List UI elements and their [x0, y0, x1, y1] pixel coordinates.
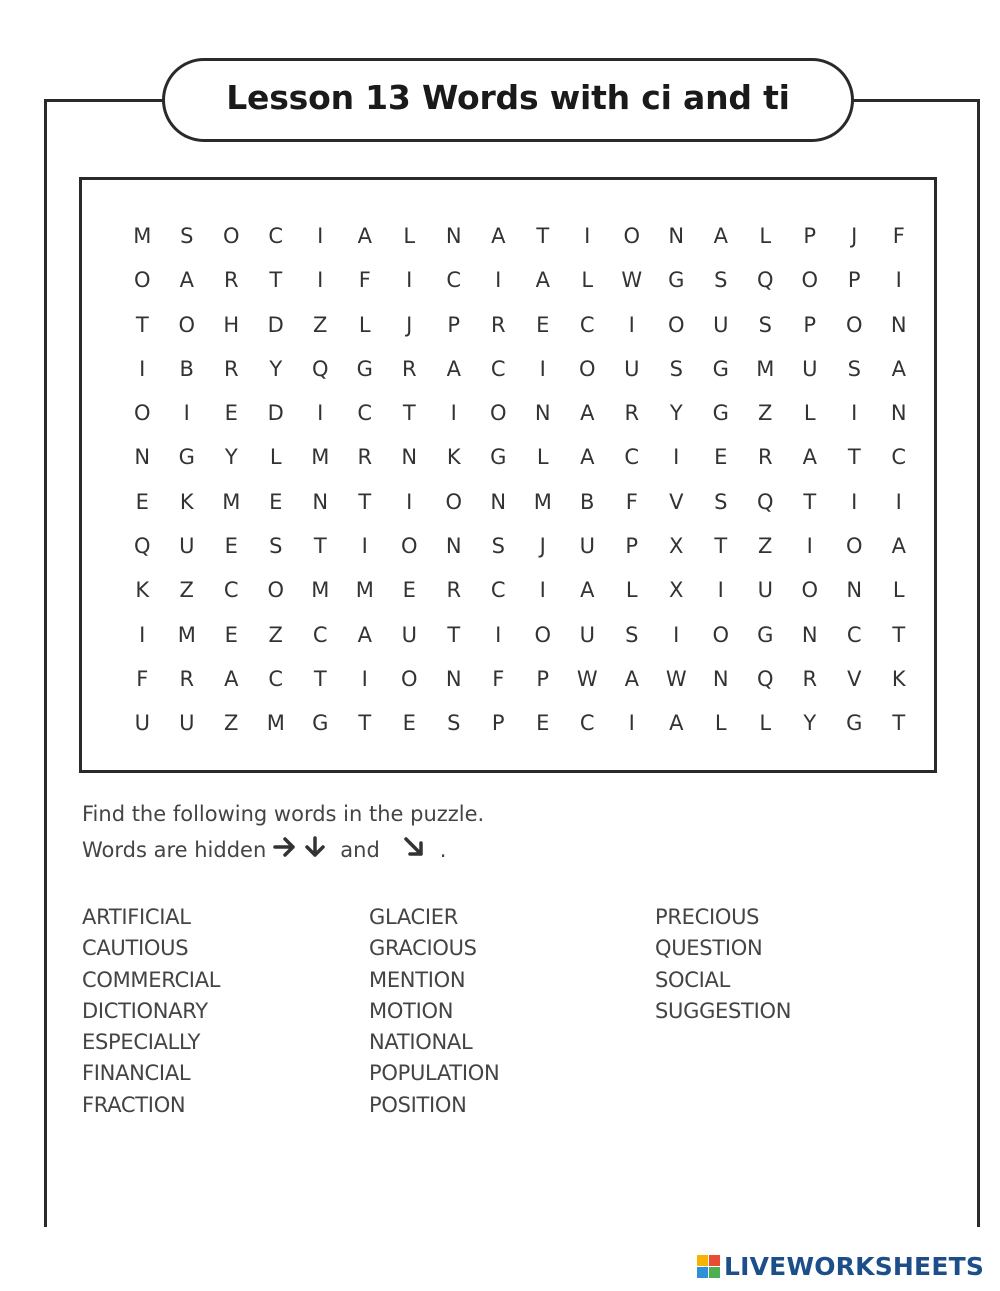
grid-letter[interactable]: R: [757, 445, 773, 470]
grid-letter[interactable]: N: [668, 224, 685, 248]
grid-letter[interactable]: M: [266, 711, 285, 736]
arrow-down-icon: [304, 835, 326, 864]
grid-letter[interactable]: S: [847, 356, 861, 381]
grid-letter[interactable]: S: [447, 711, 461, 736]
grid-letter[interactable]: I: [183, 401, 190, 426]
grid-letter[interactable]: A: [580, 578, 595, 603]
grid-letter[interactable]: Z: [224, 711, 239, 736]
grid-letter[interactable]: E: [714, 445, 728, 470]
grid-letter[interactable]: U: [179, 711, 195, 736]
word-list-item: NATIONAL: [369, 1030, 473, 1055]
grid-letter[interactable]: I: [495, 622, 502, 647]
grid-letter[interactable]: D: [267, 401, 284, 426]
grid-letter[interactable]: N: [490, 489, 507, 514]
grid-letter[interactable]: I: [851, 489, 858, 514]
grid-letter[interactable]: R: [223, 268, 239, 293]
grid-letter[interactable]: E: [402, 711, 416, 736]
grid-letter[interactable]: P: [847, 268, 861, 293]
grid-letter[interactable]: F: [625, 489, 638, 514]
grid-letter[interactable]: X: [669, 578, 684, 603]
grid-letter[interactable]: C: [891, 445, 907, 470]
grid-letter[interactable]: I: [628, 711, 635, 736]
grid-letter[interactable]: E: [269, 489, 283, 514]
letter-grid: [120, 214, 921, 746]
grid-letter[interactable]: R: [802, 666, 818, 691]
grid-letter[interactable]: C: [846, 622, 862, 647]
grid-letter[interactable]: R: [401, 356, 417, 381]
grid-letter[interactable]: O: [267, 578, 285, 603]
grid-letter[interactable]: U: [134, 711, 150, 736]
grid-letter[interactable]: I: [450, 401, 457, 426]
word-list-item: GLACIER: [369, 905, 459, 929]
grid-letter[interactable]: N: [846, 578, 863, 603]
word-list-item: QUESTION: [655, 936, 763, 961]
grid-letter[interactable]: J: [539, 534, 546, 559]
grid-letter[interactable]: J: [851, 224, 858, 248]
grid-letter[interactable]: C: [490, 578, 506, 603]
grid-letter[interactable]: T: [714, 534, 728, 559]
grid-letter[interactable]: T: [313, 666, 327, 691]
grid-letter[interactable]: I: [851, 401, 858, 426]
grid-letter[interactable]: U: [757, 578, 773, 603]
grid-letter[interactable]: A: [491, 224, 506, 248]
grid-letter[interactable]: P: [447, 312, 461, 337]
grid-letter[interactable]: C: [268, 224, 284, 248]
grid-letter[interactable]: M: [222, 489, 241, 514]
grid-letter[interactable]: R: [490, 312, 506, 337]
grid-letter[interactable]: N: [801, 622, 818, 647]
grid-letter[interactable]: Q: [133, 534, 151, 559]
grid-letter[interactable]: A: [669, 711, 684, 736]
grid-letter[interactable]: T: [447, 622, 461, 647]
grid-letter[interactable]: I: [139, 356, 146, 381]
grid-letter[interactable]: R: [223, 356, 239, 381]
instruction-prefix: Words are hidden: [82, 837, 267, 862]
grid-letter[interactable]: T: [803, 489, 817, 514]
grid-letter[interactable]: O: [712, 622, 730, 647]
word-list-item: MOTION: [369, 998, 454, 1023]
grid-letter[interactable]: O: [133, 268, 151, 293]
grid-letter[interactable]: O: [801, 578, 819, 603]
grid-letter[interactable]: S: [758, 312, 772, 337]
grid-letter[interactable]: T: [135, 312, 149, 337]
grid-letter[interactable]: N: [445, 534, 462, 559]
grid-letter[interactable]: T: [892, 711, 906, 736]
grid-letter[interactable]: U: [401, 622, 417, 647]
grid-letter[interactable]: O: [222, 224, 240, 248]
grid-letter[interactable]: P: [536, 666, 550, 691]
grid-letter[interactable]: O: [845, 534, 863, 559]
grid-letter[interactable]: D: [267, 312, 284, 337]
grid-letter[interactable]: M: [311, 578, 330, 603]
grid-letter[interactable]: I: [673, 622, 680, 647]
grid-letter[interactable]: V: [669, 489, 684, 514]
grid-letter[interactable]: C: [624, 445, 640, 470]
grid-letter[interactable]: C: [490, 356, 506, 381]
grid-letter[interactable]: U: [802, 356, 818, 381]
grid-letter[interactable]: O: [400, 534, 418, 559]
grid-letter[interactable]: I: [628, 312, 635, 337]
grid-letter[interactable]: A: [891, 356, 906, 381]
arrow-down-right-icon: [402, 835, 426, 864]
grid-letter[interactable]: O: [623, 224, 641, 248]
grid-letter[interactable]: N: [312, 489, 329, 514]
grid-letter[interactable]: C: [579, 711, 595, 736]
grid-letter[interactable]: I: [317, 268, 324, 293]
word-list-column-1: [82, 902, 220, 1121]
grid-letter[interactable]: S: [714, 489, 728, 514]
grid-letter[interactable]: Y: [803, 711, 817, 736]
grid-letter[interactable]: C: [312, 622, 328, 647]
title-banner: [162, 58, 854, 142]
word-list-item: CAUTIOUS: [82, 936, 189, 961]
frame-line-left: [44, 99, 47, 1227]
grid-letter[interactable]: I: [539, 356, 546, 381]
word-list-item: SOCIAL: [655, 967, 730, 992]
grid-letter[interactable]: I: [317, 401, 324, 426]
grid-letter[interactable]: N: [534, 401, 551, 426]
grid-letter[interactable]: O: [133, 401, 151, 426]
grid-letter[interactable]: A: [580, 445, 595, 470]
grid-letter[interactable]: G: [757, 622, 774, 647]
grid-letter[interactable]: O: [178, 312, 196, 337]
grid-letter[interactable]: K: [446, 445, 461, 470]
grid-letter[interactable]: I: [361, 534, 368, 559]
grid-letter[interactable]: I: [139, 622, 146, 647]
grid-letter[interactable]: L: [803, 401, 816, 426]
grid-letter[interactable]: X: [669, 534, 684, 559]
grid-letter[interactable]: O: [578, 356, 596, 381]
grid-letter[interactable]: E: [536, 711, 550, 736]
grid-letter[interactable]: M: [756, 356, 775, 381]
grid-letter[interactable]: L: [714, 711, 727, 736]
brand-name: LIVEWORKSHEETS: [724, 1252, 985, 1281]
grid-letter[interactable]: C: [223, 578, 239, 603]
word-list-item: ESPECIALLY: [82, 1030, 201, 1055]
grid-letter[interactable]: C: [268, 666, 284, 691]
grid-letter[interactable]: H: [223, 312, 240, 337]
grid-letter[interactable]: T: [269, 268, 283, 293]
grid-letter[interactable]: L: [625, 578, 638, 603]
grid-letter[interactable]: V: [847, 666, 862, 691]
grid-letter[interactable]: P: [491, 711, 505, 736]
page-title: Lesson 13 Words with ci and ti: [226, 77, 790, 117]
word-list-column-2: [369, 902, 499, 1121]
grid-letter[interactable]: N: [445, 666, 462, 691]
grid-letter[interactable]: C: [357, 401, 373, 426]
grid-letter[interactable]: A: [624, 666, 639, 691]
grid-letter[interactable]: N: [712, 666, 729, 691]
grid-letter[interactable]: N: [890, 312, 907, 337]
grid-letter[interactable]: F: [358, 268, 371, 293]
grid-letter[interactable]: Z: [313, 312, 328, 337]
grid-letter[interactable]: A: [802, 445, 817, 470]
grid-letter[interactable]: L: [536, 445, 549, 470]
grid-letter[interactable]: A: [535, 268, 550, 293]
grid-letter[interactable]: I: [317, 224, 324, 248]
word-list-item: FRACTION: [82, 1092, 186, 1117]
grid-letter[interactable]: U: [179, 534, 195, 559]
grid-letter[interactable]: N: [445, 224, 462, 248]
grid-letter[interactable]: L: [759, 224, 772, 248]
grid-letter[interactable]: L: [759, 711, 772, 736]
grid-letter[interactable]: P: [803, 224, 817, 248]
word-list-item: COMMERCIAL: [82, 967, 221, 992]
grid-letter[interactable]: R: [624, 401, 640, 426]
grid-letter[interactable]: M: [311, 445, 330, 470]
grid-letter[interactable]: I: [539, 578, 546, 603]
instruction-line-2: [82, 835, 446, 864]
grid-letter[interactable]: L: [358, 312, 371, 337]
grid-letter[interactable]: I: [895, 268, 902, 293]
grid-letter[interactable]: S: [269, 534, 283, 559]
grid-letter[interactable]: E: [224, 401, 238, 426]
grid-letter[interactable]: I: [717, 578, 724, 603]
grid-letter[interactable]: Z: [758, 401, 773, 426]
grid-letter[interactable]: U: [713, 312, 729, 337]
grid-letter[interactable]: L: [581, 268, 594, 293]
grid-letter[interactable]: S: [180, 224, 194, 248]
grid-letter[interactable]: A: [580, 401, 595, 426]
frame-line-top-right: [850, 99, 980, 102]
grid-letter[interactable]: A: [446, 356, 461, 381]
word-list-item: FINANCIAL: [82, 1061, 191, 1086]
grid-letter[interactable]: W: [665, 666, 687, 691]
grid-letter[interactable]: N: [401, 445, 418, 470]
grid-letter[interactable]: Z: [268, 622, 283, 647]
word-list-item: GRACIOUS: [369, 936, 477, 961]
grid-letter[interactable]: I: [495, 268, 502, 293]
grid-letter[interactable]: I: [361, 666, 368, 691]
grid-letter[interactable]: Z: [758, 534, 773, 559]
grid-letter[interactable]: A: [357, 622, 372, 647]
grid-letter[interactable]: L: [269, 445, 282, 470]
grid-letter[interactable]: I: [406, 268, 413, 293]
instruction-and: and: [340, 837, 380, 862]
grid-letter[interactable]: G: [490, 445, 507, 470]
grid-letter[interactable]: C: [446, 268, 462, 293]
grid-letter[interactable]: O: [801, 268, 819, 293]
grid-letter[interactable]: O: [400, 666, 418, 691]
grid-letter[interactable]: M: [533, 489, 552, 514]
frame-line-top-left: [44, 99, 168, 102]
grid-letter[interactable]: O: [534, 622, 552, 647]
grid-letter[interactable]: R: [446, 578, 462, 603]
grid-letter[interactable]: T: [358, 711, 372, 736]
grid-letter[interactable]: S: [625, 622, 639, 647]
grid-letter[interactable]: O: [489, 401, 507, 426]
grid-letter[interactable]: F: [136, 666, 149, 691]
grid-letter[interactable]: R: [179, 666, 195, 691]
grid-letter[interactable]: T: [358, 489, 372, 514]
grid-letter[interactable]: E: [224, 622, 238, 647]
grid-letter[interactable]: O: [445, 489, 463, 514]
grid-letter[interactable]: S: [714, 268, 728, 293]
word-list-item: PRECIOUS: [655, 905, 760, 929]
grid-letter[interactable]: L: [403, 224, 416, 248]
grid-letter[interactable]: K: [179, 489, 194, 514]
grid-letter[interactable]: G: [312, 711, 329, 736]
grid-letter[interactable]: F: [892, 224, 905, 248]
grid-letter[interactable]: J: [406, 312, 413, 337]
grid-letter[interactable]: A: [891, 534, 906, 559]
grid-letter[interactable]: Q: [756, 666, 774, 691]
grid-letter[interactable]: N: [890, 401, 907, 426]
grid-letter[interactable]: U: [624, 356, 640, 381]
grid-letter[interactable]: S: [669, 356, 683, 381]
grid-letter[interactable]: K: [135, 578, 150, 603]
grid-letter[interactable]: T: [313, 534, 327, 559]
word-list-item: POSITION: [369, 1092, 467, 1117]
grid-letter[interactable]: U: [579, 622, 595, 647]
arrow-right-icon: [272, 836, 298, 863]
grid-letter[interactable]: G: [712, 356, 729, 381]
grid-letter[interactable]: Q: [311, 356, 329, 381]
grid-letter[interactable]: S: [491, 534, 505, 559]
liveworksheets-logo-icon: [697, 1255, 720, 1278]
grid-letter[interactable]: A: [357, 224, 372, 248]
grid-letter[interactable]: G: [846, 711, 863, 736]
grid-letter[interactable]: Q: [756, 268, 774, 293]
grid-letter[interactable]: I: [673, 445, 680, 470]
grid-letter[interactable]: B: [179, 356, 194, 381]
instruction-line-1: Find the following words in the puzzle.: [82, 802, 485, 826]
grid-letter[interactable]: M: [177, 622, 196, 647]
grid-letter[interactable]: F: [492, 666, 505, 691]
grid-letter[interactable]: Y: [224, 445, 238, 470]
grid-letter[interactable]: M: [133, 224, 152, 248]
grid-letter[interactable]: G: [668, 268, 685, 293]
grid-letter[interactable]: O: [845, 312, 863, 337]
word-list-item: MENTION: [369, 967, 466, 992]
grid-letter[interactable]: K: [891, 666, 906, 691]
word-list-item: ARTIFICIAL: [82, 905, 191, 929]
grid-letter[interactable]: W: [576, 666, 598, 691]
grid-letter[interactable]: T: [402, 401, 416, 426]
grid-letter[interactable]: I: [806, 534, 813, 559]
grid-letter[interactable]: G: [178, 445, 195, 470]
grid-letter[interactable]: A: [713, 224, 728, 248]
grid-letter[interactable]: L: [892, 578, 905, 603]
word-list-column-3: [655, 902, 791, 1027]
grid-letter[interactable]: I: [406, 489, 413, 514]
grid-letter[interactable]: E: [135, 489, 149, 514]
grid-letter[interactable]: I: [895, 489, 902, 514]
frame-line-right: [977, 99, 980, 1227]
grid-letter[interactable]: N: [134, 445, 151, 470]
grid-letter[interactable]: U: [579, 534, 595, 559]
grid-letter[interactable]: Y: [269, 356, 283, 381]
grid-letter[interactable]: A: [224, 666, 239, 691]
grid-letter[interactable]: O: [667, 312, 685, 337]
grid-letter[interactable]: T: [536, 224, 550, 248]
grid-letter[interactable]: G: [356, 356, 373, 381]
grid-letter[interactable]: E: [536, 312, 550, 337]
word-list-item: SUGGESTION: [655, 998, 792, 1023]
grid-letter[interactable]: E: [402, 578, 416, 603]
grid-letter[interactable]: E: [224, 534, 238, 559]
word-list-item: POPULATION: [369, 1061, 500, 1086]
grid-letter[interactable]: Q: [756, 489, 774, 514]
grid-letter[interactable]: P: [625, 534, 639, 559]
instruction-period: .: [439, 837, 447, 862]
grid-letter[interactable]: R: [357, 445, 373, 470]
grid-letter[interactable]: T: [847, 445, 861, 470]
grid-letter[interactable]: M: [355, 578, 374, 603]
grid-letter[interactable]: C: [579, 312, 595, 337]
liveworksheets-brand: [697, 1252, 984, 1281]
grid-letter[interactable]: A: [179, 268, 194, 293]
grid-letter[interactable]: Y: [669, 401, 683, 426]
grid-letter[interactable]: G: [712, 401, 729, 426]
grid-letter[interactable]: I: [584, 224, 591, 248]
grid-letter[interactable]: T: [892, 622, 906, 647]
word-list-item: DICTIONARY: [82, 998, 208, 1023]
grid-letter[interactable]: Z: [179, 578, 194, 603]
grid-letter[interactable]: W: [621, 268, 643, 293]
grid-letter[interactable]: B: [580, 489, 595, 514]
grid-letter[interactable]: P: [803, 312, 817, 337]
